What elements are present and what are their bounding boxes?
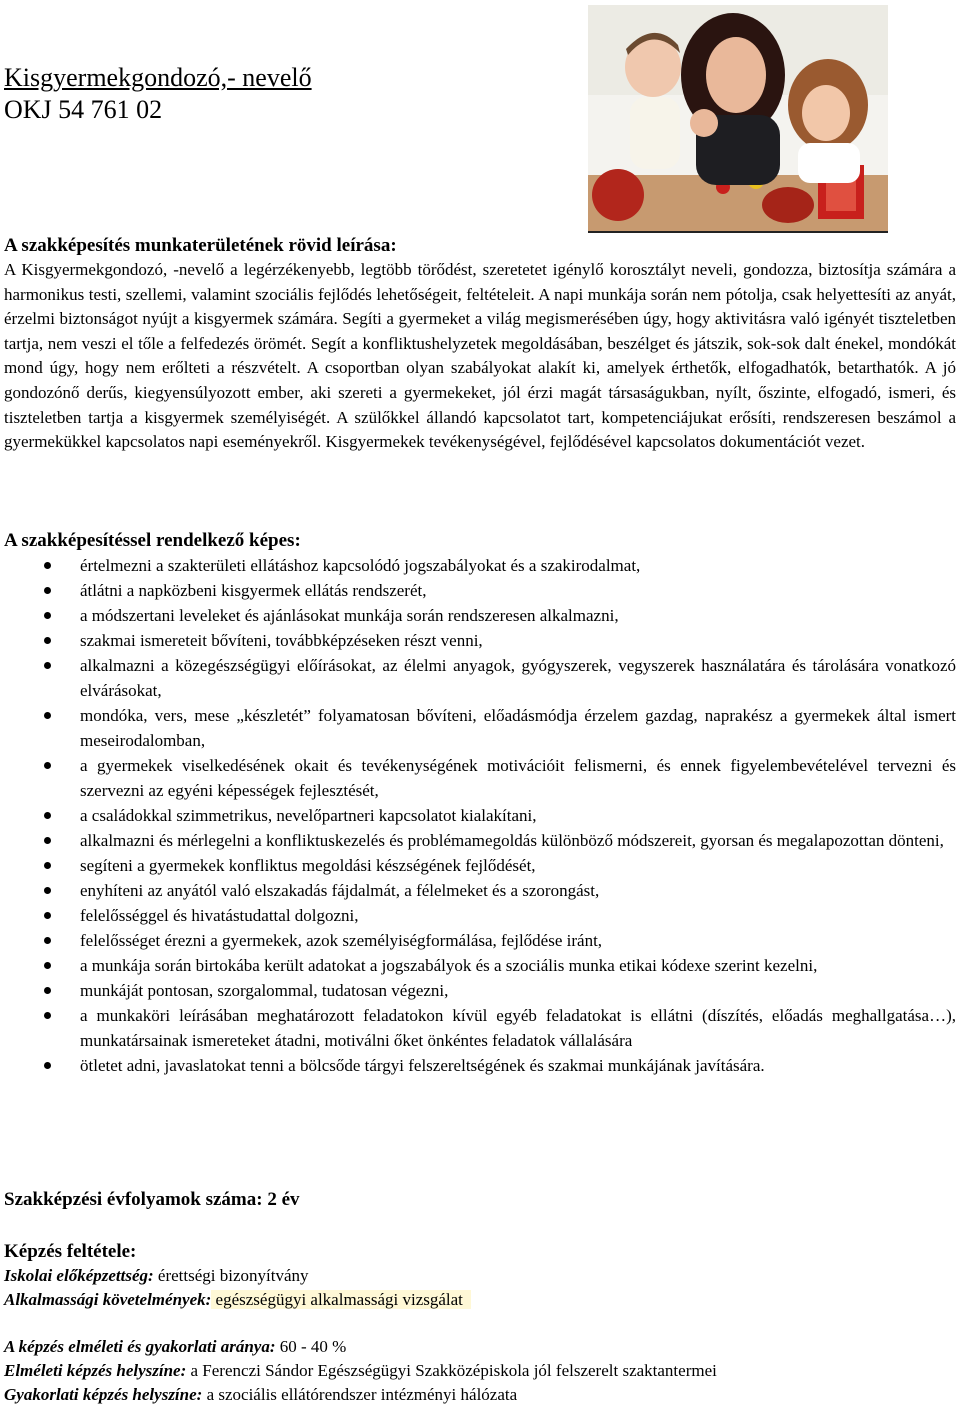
skill-text: alkalmazni a közegészségügyi előírásokat, az élelmi anyagok, gyógyszerek, vegyszerek használatára és tárolására vonatkozó elvárásokat, xyxy=(80,656,956,700)
skill-item xyxy=(4,603,956,628)
skill-text: alkalmazni és mérlegelni a konfliktuskezelés és problémamegoldás különböző módszereit, gyorsan és megalapozottan dönteni, xyxy=(80,831,944,850)
skill-item xyxy=(4,628,956,653)
bullet-icon xyxy=(44,712,51,719)
bullet-icon xyxy=(44,812,51,819)
skill-item xyxy=(4,853,956,878)
skill-text: felelősséggel és hivatástudattal dolgozni, xyxy=(80,906,359,925)
skill-item xyxy=(4,978,956,1003)
skill-text: a munkaköri leírásában meghatározott feladatokon kívül egyéb feladatokat is ellátni (díszítés, előadás meghallgatása…), munkatársainak ismereteket átadni, motiválni őket önkéntes feladatok vállalására xyxy=(80,1006,956,1050)
fitness-label: Alkalmassági követelmények: xyxy=(4,1290,212,1309)
description-text: A Kisgyermekgondozó, -nevelő a legérzékenyebb, legtöbb törődést, szeretetet igénylő korosztályt neveli, gondozza, biztosítja számára a harmonikus testi, szellemi, valamint szociális fejlődés lehetőségeit, feltételeit. A napi munkája során nem pótolja, csak helyettesíti az anyát, érzelmi biztonságot nyújt a kisgyermek számára. Segíti a gyermeket a világ megismerésében úgy, hogy aktivitásra való igényét tiszteletben tartja, nem veszi el tőle a felfedezés örömét. Segít a konfliktushelyzetek megoldásában, beszélget és játszik, sok-sok dalt énekel, mondókát mond úgy, hogy nem erőlteti a részvételt. A csoportban olyan szabályokat alakít ki, amelyek érthetők, elfogadhatók, betarthatók. A jó gondozónő derűs, kiegyensúlyozott ember, aki szereti a gyermekeket, jól érzi magát társaságukban, nyílt, őszinte, elfogadó, ismeri, és tiszteletben tartja a kisgyermek személyiségét. A szülőkkel állandó kapcsolatot tart, kompetenciájukat erősíti, rendszeresen beszámol a gyermekükkel kapcsolatos napi eseményekről. Kisgyermekek tevékenységével, fejlődésével kapcsolatos dokumentációt vezet. xyxy=(4,260,956,452)
bullet-icon xyxy=(44,662,51,669)
training-section xyxy=(4,1335,956,1407)
ratio-label: A képzés elméleti és gyakorlati aránya: xyxy=(4,1337,276,1356)
skill-text: felelősséget érezni a gyermekek, azok személyiségformálása, fejlődése iránt, xyxy=(80,931,603,950)
bullet-icon xyxy=(44,987,51,994)
skill-item xyxy=(4,753,956,803)
theory-line xyxy=(4,1359,956,1383)
practice-value: a szociális ellátórendszer intézményi hálózata xyxy=(202,1385,518,1404)
skill-item xyxy=(4,703,956,753)
practice-label: Gyakorlati képzés helyszíne: xyxy=(4,1385,203,1404)
description-heading: A szakképesítés munkaterületének rövid leírása: xyxy=(4,235,397,256)
skill-item xyxy=(4,803,956,828)
skill-text: a gyermekek viselkedésének okait és tevékenységének motivációit felismerni, és ennek figyelembevételével tervezni és szervezni az egyéni képességek fejlesztését, xyxy=(80,756,956,800)
bullet-icon xyxy=(44,912,51,919)
skill-item xyxy=(4,878,956,903)
years-section xyxy=(4,1188,956,1212)
skill-text: átlátni a napközbeni kisgyermek ellátás rendszerét, xyxy=(80,581,427,600)
skill-item xyxy=(4,1003,956,1053)
skills-list xyxy=(4,553,956,1078)
teacher-with-children-photo xyxy=(588,5,888,233)
fitness-value: egészségügyi alkalmassági vizsgálat xyxy=(211,1290,471,1309)
okj-code: OKJ 54 761 02 xyxy=(4,95,163,124)
skills-section xyxy=(4,529,956,1078)
ratio-line xyxy=(4,1335,956,1359)
skill-text: a munkája során birtokába került adatokat a jogszabályok és a szociális munka etikai kódexe szerint kezelni, xyxy=(80,956,818,975)
bullet-icon xyxy=(44,637,51,644)
education-line xyxy=(4,1264,956,1288)
bullet-icon xyxy=(44,887,51,894)
bullet-icon xyxy=(44,937,51,944)
skill-item xyxy=(4,928,956,953)
skill-text: ötletet adni, javaslatokat tenni a bölcsőde tárgyi felszereltségének és szakmai munkájának javítására. xyxy=(80,1056,765,1075)
skill-text: enyhíteni az anyától való elszakadás fájdalmát, a félelmeket és a szorongást, xyxy=(80,881,600,900)
skill-text: munkáját pontosan, szorgalommal, tudatosan végezni, xyxy=(80,981,449,1000)
bullet-icon xyxy=(44,562,51,569)
skill-text: szakmai ismereteit bővíteni, továbbképzéseken részt venni, xyxy=(80,631,483,650)
theory-value: a Ferenczi Sándor Egészségügyi Szakközépiskola jól felszerelt szaktantermei xyxy=(186,1361,717,1380)
bullet-icon xyxy=(44,587,51,594)
skill-text: értelmezni a szakterületi ellátáshoz kapcsolódó jogszabályokat és a szakirodalmat, xyxy=(80,556,641,575)
bullet-icon xyxy=(44,612,51,619)
skill-item xyxy=(4,553,956,578)
skill-text: a családokkal szimmetrikus, nevelőpartneri kapcsolatot kialakítani, xyxy=(80,806,537,825)
description-section xyxy=(4,234,956,455)
bullet-icon xyxy=(44,962,51,969)
bullet-icon xyxy=(44,762,51,769)
title-block xyxy=(4,62,312,126)
skill-item xyxy=(4,653,956,703)
bullet-icon xyxy=(44,862,51,869)
bullet-icon xyxy=(44,837,51,844)
skill-item xyxy=(4,953,956,978)
ratio-value: 60 - 40 % xyxy=(275,1337,347,1356)
skill-text: a módszertani leveleket és ajánlásokat munkája során rendszeresen alkalmazni, xyxy=(80,606,619,625)
bullet-icon xyxy=(44,1062,51,1069)
photo-illustration xyxy=(588,5,888,231)
fitness-line xyxy=(4,1288,956,1312)
requirements-section xyxy=(4,1240,956,1312)
theory-label: Elméleti képzés helyszíne: xyxy=(4,1361,187,1380)
requirements-heading: Képzés feltétele: xyxy=(4,1241,137,1262)
skill-item xyxy=(4,828,956,853)
skill-text: mondóka, vers, mese „készletét” folyamatosan bővíteni, előadásmódja érzelem gazdag, naprakész a gyermekek által ismert meseirodalomban, xyxy=(80,706,956,750)
education-label: Iskolai előképzettség: xyxy=(4,1266,154,1285)
education-value: érettségi bizonyítvány xyxy=(153,1266,309,1285)
skill-item xyxy=(4,903,956,928)
skill-item xyxy=(4,1053,956,1078)
skill-item xyxy=(4,578,956,603)
bullet-icon xyxy=(44,1012,51,1019)
practice-line xyxy=(4,1383,956,1407)
years-heading: Szakképzési évfolyamok száma: 2 év xyxy=(4,1189,300,1210)
skill-text: segíteni a gyermekek konfliktus megoldási készségének fejlődését, xyxy=(80,856,536,875)
page-title[interactable]: Kisgyermekgondozó,- nevelő xyxy=(4,63,312,92)
skills-heading: A szakképesítéssel rendelkező képes: xyxy=(4,530,301,551)
